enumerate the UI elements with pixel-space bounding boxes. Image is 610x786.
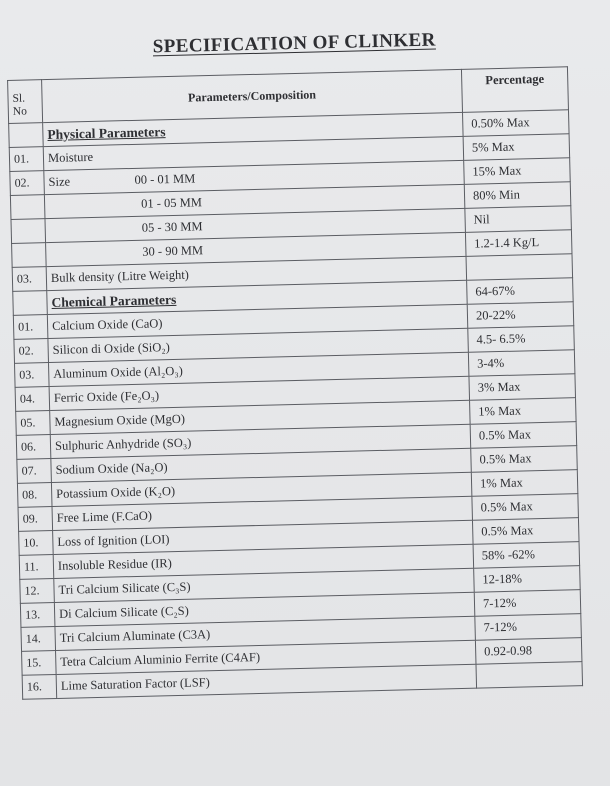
table-cell-sl: 04. (15, 387, 50, 412)
table-cell-sl: 14. (21, 626, 56, 651)
table-cell-parameter: Di Calcium Silicate (C₂S) (54, 592, 474, 626)
table-cell-parameter: Lime Saturation Factor (LSF) (56, 664, 476, 698)
table-cell-percentage (476, 662, 583, 689)
size-range: 01 - 05 MM (140, 195, 203, 211)
table-cell-sl: 02. (10, 171, 45, 196)
size-range: 30 - 90 MM (142, 243, 204, 259)
section-sl-empty (9, 123, 44, 148)
table-cell-percentage: 1.2-1.4 Kg/L (465, 230, 572, 257)
table-cell-percentage: 0.5% Max (471, 446, 578, 473)
header-percentage: Percentage (461, 67, 568, 113)
spec-sheet (6, 22, 566, 694)
size-range: 00 - 01 MM (134, 171, 196, 187)
table-cell-parameter: Bulk density (Litre Weight) (46, 256, 466, 290)
table-cell-parameter: Potassium Oxide (K₂O) (51, 472, 471, 506)
table-cell-percentage: 20-22% (467, 302, 574, 329)
table-cell-parameter: Tri Calcium Silicate (C₃S) (54, 568, 474, 602)
table-cell-parameter: Calcium Oxide (CaO) (47, 304, 467, 338)
table-cell-percentage: 7-12% (475, 614, 582, 641)
size-range: 05 - 30 MM (141, 219, 203, 235)
table-cell-percentage: 12-18% (474, 566, 581, 593)
size-label: Size (48, 174, 71, 190)
table-cell-percentage: 5% Max (463, 134, 570, 161)
table-cell-parameter: Sulphuric Anhydride (SO₃) (50, 424, 470, 458)
table-cell-percentage: 1% Max (471, 470, 578, 497)
table-cell-parameter: Sodium Oxide (Na₂O) (51, 448, 471, 482)
table-cell-parameter: Silicon di Oxide (SiO₂) (48, 328, 468, 362)
table-cell-sl (11, 219, 46, 244)
table-cell-percentage (466, 254, 573, 281)
header-sl (8, 80, 43, 124)
table-cell-sl: 13. (20, 602, 55, 627)
table-cell-parameter: Moisture (43, 136, 463, 170)
table-cell-sl: 08. (17, 483, 52, 508)
table-cell-parameter: Free Lime (F.CaO) (52, 496, 472, 530)
table-cell-sl: 09. (18, 507, 53, 532)
table-cell-percentage: 0.5% Max (470, 422, 577, 449)
table-cell-parameter: Magnesium Oxide (MgO) (50, 400, 470, 434)
table-cell-sl (10, 195, 45, 220)
table-cell-percentage: 3% Max (469, 374, 576, 401)
header-sl-line2: No (12, 105, 28, 118)
table-cell-parameter: Tetra Calcium Aluminio Ferrite (C4AF) (56, 640, 476, 674)
table-cell-percentage: 7-12% (474, 590, 581, 617)
table-cell-percentage: 64-67% (467, 278, 574, 305)
header-parameter: Parameters/Composition (42, 69, 463, 122)
table-cell-percentage: 1% Max (470, 398, 577, 425)
table-cell-sl: 15. (22, 650, 57, 675)
table-cell-percentage: 4.5- 6.5% (468, 326, 575, 353)
table-cell-percentage: 80% Min (464, 182, 571, 209)
table-cell-sl (12, 243, 47, 268)
header-sl-line1: Sl. (12, 92, 26, 105)
chemical-section-heading: Chemical Parameters (47, 280, 467, 314)
table-cell-sl: 12. (20, 578, 55, 603)
table-cell-percentage: 0.50% Max (463, 110, 570, 137)
table-cell-parameter: Loss of Ignition (LOI) (53, 520, 473, 554)
table-cell-percentage: 0.5% Max (472, 518, 579, 545)
table-cell-percentage: 0.92-0.98 (475, 638, 582, 665)
physical-section-heading: Physical Parameters (43, 112, 463, 146)
table-cell-percentage: 3-4% (468, 350, 575, 377)
table-cell-sl: 06. (16, 435, 51, 460)
section-sl-empty (13, 291, 48, 316)
table-cell-sl: 01. (13, 315, 48, 340)
table-cell-percentage: 15% Max (464, 158, 571, 185)
table-cell-parameter: Ferric Oxide (Fe₂O₃) (49, 376, 469, 410)
spec-table (7, 66, 583, 700)
table-cell-parameter: Insoluble Residue (IR) (53, 544, 473, 578)
table-cell-sl: 02. (14, 339, 49, 364)
table-cell-sl: 03. (12, 267, 47, 292)
table-cell-sl: 16. (22, 674, 57, 699)
table-cell-sl: 03. (15, 363, 50, 388)
table-cell-sl: 10. (19, 531, 54, 556)
table-cell-percentage: 0.5% Max (472, 494, 579, 521)
table-cell-parameter: Aluminum Oxide (Al₂O₃) (48, 352, 468, 386)
document-title: SPECIFICATION OF CLINKER (152, 29, 436, 58)
table-cell-sl: 01. (9, 147, 44, 172)
table-cell-sl: 07. (17, 459, 52, 484)
table-cell-sl: 11. (19, 555, 54, 580)
table-cell-sl: 05. (16, 411, 51, 436)
table-cell-percentage: Nil (465, 206, 572, 233)
table-cell-percentage: 58% -62% (473, 542, 580, 569)
table-cell-parameter: Tri Calcium Aluminate (C3A) (55, 616, 475, 650)
